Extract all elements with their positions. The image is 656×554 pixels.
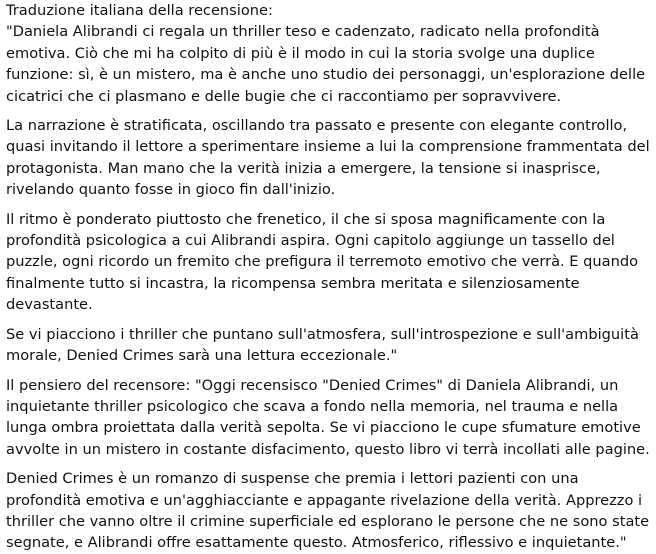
review-paragraph-3: Il ritmo è ponderato piuttosto che frenetico, il che si sposa magnificamente con la profondità psicologica a cui Alibrandi aspira. Ogni capitolo aggiunge un tassello del puzzle, ogni ricordo un fremito che prefigura il terremoto emotivo che verrà. E quando finalmente tutto si incastra, la ricompensa sembra meritata e silenziosamente devastante. — [6, 210, 639, 314]
review-paragraph-2: La narrazione è stratificata, oscillando tra passato e presente con elegante controllo, quasi invitando il lettore a sperimentare insieme a lui la comprensione frammentata del protagonista. Man mano che la verità inizia a emergere, la tensione si inasprisce, rivelando quanto fosse in gioco fin dall'inizio. — [6, 117, 650, 199]
review-paragraph-4: Se vi piacciono i thriller che puntano sull'atmosfera, sull'introspezione e sull'ambiguità morale, Denied Crimes sarà una lettura eccezionale." — [6, 325, 639, 365]
review-paragraph-1-text: "Daniela Alibrandi ci regala un thriller teso e cadenzato, radicato nella profondità emotiva. Ciò che mi ha colpito di più è il modo in cui la storia svolge una duplice funzione: sì, è un mistero, ma è anche uno studio dei personaggi, un'esplorazione delle cicatrici che ci plasmano e delle bugie che ci raccontiamo per sopravvivere. — [6, 23, 646, 105]
translation-heading: Traduzione italiana della recensione: — [6, 2, 273, 19]
reviewer-thought-paragraph: Il pensiero del recensore: "Oggi recensisco "Denied Crimes" di Daniela Alibrandi, un inquietante thriller psicologico che scava a fondo nella memoria, nel trauma e nella lunga ombra proiettata dalla verità sepolta. Se vi piacciono le cupe sfumature emotive avvolte in un mistero in costante disfacimento, questo libro vi terrà incollati alle pagine. — [6, 376, 650, 458]
review-paragraph-6: Denied Crimes è un romanzo di suspense che premia i lettori pazienti con una profondità emotiva e un'agghiacciante e appagante rivelazione della verità. Apprezzo i thriller che vanno oltre il crimine superficiale ed esplorano le persone che ne sono state segnate, e Alibrandi offre esattamente questo. Atmosferico, riflessivo e inquietante." — [6, 470, 650, 552]
review-paragraph-1 — [6, 0, 650, 107]
